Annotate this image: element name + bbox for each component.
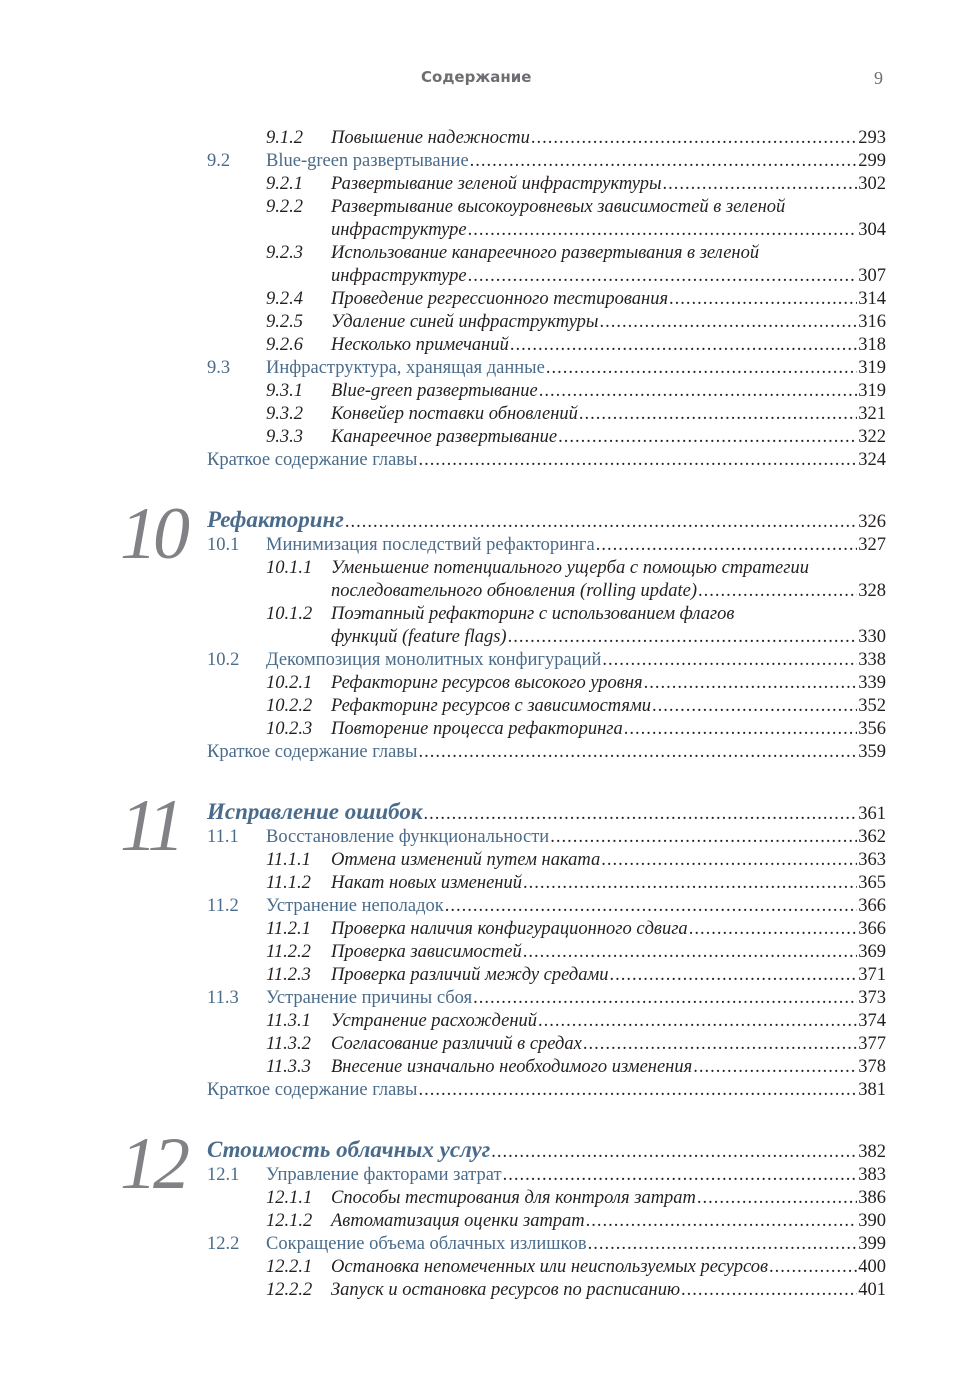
entry-title: Проверка наличия конфигурационного сдвига [331,919,688,939]
toc-section-entry[interactable] [207,895,886,918]
entry-number: 9.3 [207,358,231,378]
entry-title: Канареечное развертывание [331,427,558,447]
entry-title: последовательного обновления (rolling update) [331,581,698,601]
toc-subsection-entry[interactable] [207,872,886,895]
entry-number: 10.2.1 [266,673,313,693]
entry-page-number: 381 [858,1080,886,1100]
toc-chapter-block [207,127,886,472]
dot-leader [602,649,857,672]
entry-number: 9.2.6 [266,335,303,355]
dot-leader [418,741,857,764]
entry-title: инфраструктуре [331,220,467,240]
entry-title: Проверка зависимостей [331,942,522,962]
entry-title: Краткое содержание главы [207,742,418,762]
toc-subsection-entry[interactable] [207,1210,886,1233]
dot-leader [669,288,857,311]
dot-leader [418,449,857,472]
entry-number: 11.2.2 [266,942,311,962]
chapter-heading[interactable] [207,1135,886,1164]
entry-title: Рефакторинг [207,507,344,532]
dot-leader [539,380,857,403]
dot-leader [644,672,858,695]
entry-page-number: 330 [858,627,886,647]
entry-title: Накат новых изменений [331,873,522,893]
entry-number: 9.1.2 [266,128,303,148]
dot-leader [538,1010,857,1033]
dot-leader [445,895,858,918]
chapter-number: 11 [120,785,181,867]
entry-title: инфраструктуре [331,266,467,286]
entry-page-number: 302 [858,174,886,194]
toc-subsection-entry[interactable] [207,941,886,964]
toc-subsection-entry[interactable] [207,603,886,626]
entry-page-number: 322 [858,427,886,447]
entry-number: 9.2.4 [266,289,303,309]
dot-leader [624,718,857,741]
toc-subsection-entry[interactable] [207,1056,886,1079]
entry-title: Проведение регрессионного тестирования [331,289,669,309]
entry-title: Краткое содержание главы [207,450,418,470]
entry-page-number: 400 [858,1257,886,1277]
dot-leader [689,918,858,941]
toc-section-entry[interactable] [207,826,886,849]
entry-page-number: 383 [858,1165,886,1185]
entry-number: 12.1.1 [266,1188,313,1208]
entry-number: 11.3.1 [266,1011,311,1031]
toc-subsection-entry[interactable] [207,426,886,449]
entry-page-number: 386 [858,1188,886,1208]
entry-title: Blue-green развертывание [331,381,538,401]
dot-leader [579,403,857,426]
dot-leader [531,127,857,150]
entry-title: Внесение изначально необходимого изменения [331,1057,693,1077]
entry-page-number: 377 [858,1034,886,1054]
entry-page-number: 328 [858,581,886,601]
toc-chapter-block [120,493,886,764]
entry-title: Уменьшение потенциального ущерба с помощью стратегии [331,558,809,578]
dot-leader [470,150,858,173]
toc-subsection-entry[interactable] [207,1256,886,1279]
toc-subsection-entry[interactable] [207,964,886,987]
toc-subsection-entry[interactable] [207,196,886,219]
entry-title: Несколько примечаний [331,335,509,355]
entry-page-number: 299 [858,151,886,171]
toc-subsection-entry[interactable] [207,311,886,334]
chapter-heading[interactable] [207,505,886,534]
dot-leader [610,964,858,987]
dot-leader [681,1279,857,1302]
dot-leader [588,1233,858,1256]
dot-leader [596,534,858,557]
entry-page-number: 338 [858,650,886,670]
entry-number: 10.1.1 [266,558,313,578]
entry-number: 11.1 [207,827,239,847]
dot-leader [508,626,858,649]
dot-leader [601,849,857,872]
entry-title: Минимизация последствий рефакторинга [266,535,595,555]
entry-title: Краткое содержание главы [207,1080,418,1100]
entry-number: 10.1 [207,535,240,555]
entry-number: 9.2.3 [266,243,303,263]
entry-number: 9.2.5 [266,312,303,332]
entry-number: 11.3 [207,988,239,1008]
entry-title: Развертывание зеленой инфраструктуры [331,174,662,194]
toc-entry-continuation[interactable] [207,626,886,649]
dot-leader [550,826,857,849]
toc-subsection-entry[interactable] [207,1010,886,1033]
running-header-page-number: 9 [874,68,883,88]
entry-page-number: 382 [858,1142,886,1162]
entry-title: Устранение неполадок [266,896,444,916]
toc-subsection-entry[interactable] [207,672,886,695]
dot-leader [345,508,857,537]
entry-number: 10.2.2 [266,696,313,716]
entry-page-number: 366 [858,896,886,916]
dot-leader [663,173,858,196]
toc-subsection-entry[interactable] [207,1279,886,1302]
dot-leader [693,1056,857,1079]
entry-number: 11.1.2 [266,873,311,893]
entry-title: Инфраструктура, хранящая данные [266,358,545,378]
entry-page-number: 319 [858,381,886,401]
entry-page-number: 318 [858,335,886,355]
entry-number: 11.1.1 [266,850,311,870]
entry-number: 9.3.3 [266,427,303,447]
entry-title: Устранение расхождений [331,1011,537,1031]
toc-chapter-block [120,1123,886,1302]
entry-title: Согласование различий в средах [331,1034,582,1054]
entry-title: Blue-green развертывание [266,151,469,171]
toc-summary-entry[interactable] [207,741,886,764]
dot-leader [418,1079,857,1102]
table-of-contents [120,127,886,1302]
dot-leader [698,580,857,603]
entry-title: Повышение надежности [331,128,530,148]
running-header-title: Содержание [421,68,532,86]
entry-page-number: 365 [858,873,886,893]
entry-page-number: 401 [858,1280,886,1300]
entry-title: Конвейер поставки обновлений [331,404,578,424]
entry-number: 9.2 [207,151,231,171]
chapter-number: 10 [120,493,186,575]
entry-title: Остановка непомеченных или неиспользуемых ресурсов [331,1257,768,1277]
entry-page-number: 356 [858,719,886,739]
entry-page-number: 324 [858,450,886,470]
dot-leader [491,1138,857,1167]
entry-title: Повторение процесса рефакторинга [331,719,623,739]
entry-number: 9.3.2 [266,404,303,424]
entry-page-number: 316 [858,312,886,332]
dot-leader [599,311,857,334]
entry-number: 9.2.1 [266,174,303,194]
entry-title: Декомпозиция монолитных конфигураций [266,650,602,670]
entry-title: Поэтапный рефакторинг с использованием флагов [331,604,735,624]
entry-number: 11.2 [207,896,239,916]
entry-page-number: 319 [858,358,886,378]
dot-leader [546,357,857,380]
entry-page-number: 369 [858,942,886,962]
entry-title: Рефакторинг ресурсов с зависимостями [331,696,652,716]
entry-number: 12.2.1 [266,1257,313,1277]
toc-subsection-entry[interactable] [207,127,886,150]
entry-page-number: 327 [858,535,886,555]
entry-title: Удаление синей инфраструктуры [331,312,599,332]
toc-subsection-entry[interactable] [207,380,886,403]
entry-page-number: 352 [858,696,886,716]
toc-entry-continuation[interactable] [207,265,886,288]
toc-subsection-entry[interactable] [207,918,886,941]
entry-number: 9.2.2 [266,197,303,217]
dot-leader [468,265,858,288]
chapter-heading[interactable] [207,797,886,826]
toc-subsection-entry[interactable] [207,718,886,741]
toc-subsection-entry[interactable] [207,334,886,357]
entry-page-number: 373 [858,988,886,1008]
entry-title: Управление факторами затрат [266,1165,502,1185]
dot-leader [697,1187,857,1210]
dot-leader [558,426,857,449]
toc-subsection-entry[interactable] [207,242,886,265]
toc-section-entry[interactable] [207,357,886,380]
dot-leader [523,941,858,964]
entry-title: Проверка различий между средами [331,965,609,985]
entry-page-number: 362 [858,827,886,847]
dot-leader [523,872,857,895]
dot-leader [468,219,858,242]
toc-subsection-entry[interactable] [207,288,886,311]
dot-leader [652,695,857,718]
toc-subsection-entry[interactable] [207,1033,886,1056]
entry-title: Сокращение объема облачных излишков [266,1234,587,1254]
entry-number: 12.1.2 [266,1211,313,1231]
entry-page-number: 321 [858,404,886,424]
entry-number: 10.2.3 [266,719,313,739]
entry-title: Автоматизация оценки затрат [331,1211,585,1231]
entry-title: функций (feature flags) [331,627,507,647]
entry-title: Восстановление функциональности [266,827,550,847]
toc-entry-continuation[interactable] [207,580,886,603]
toc-section-entry[interactable] [207,1164,886,1187]
entry-page-number: 366 [858,919,886,939]
entry-number: 12.2 [207,1234,240,1254]
entry-number: 9.3.1 [266,381,303,401]
toc-subsection-entry[interactable] [207,173,886,196]
toc-subsection-entry[interactable] [207,403,886,426]
entry-page-number: 361 [858,804,886,824]
entry-title: Исправление ошибок [207,799,423,824]
entry-title: Рефакторинг ресурсов высокого уровня [331,673,643,693]
toc-subsection-entry[interactable] [207,557,886,580]
toc-summary-entry[interactable] [207,449,886,472]
entry-page-number: 374 [858,1011,886,1031]
dot-leader [586,1210,858,1233]
toc-section-entry[interactable] [207,534,886,557]
entry-number: 10.1.2 [266,604,313,624]
entry-page-number: 399 [858,1234,886,1254]
toc-subsection-entry[interactable] [207,849,886,872]
dot-leader [423,800,857,829]
entry-number: 12.1 [207,1165,240,1185]
entry-title: Стоимость облачных услуг [207,1137,491,1162]
entry-page-number: 293 [858,128,886,148]
entry-title: Отмена изменений путем наката [331,850,601,870]
entry-page-number: 304 [858,220,886,240]
entry-number: 11.2.1 [266,919,311,939]
toc-subsection-entry[interactable] [207,695,886,718]
entry-page-number: 326 [858,512,886,532]
dot-leader [583,1033,857,1056]
entry-page-number: 339 [858,673,886,693]
entry-page-number: 390 [858,1211,886,1231]
dot-leader [473,987,857,1010]
entry-page-number: 307 [858,266,886,286]
entry-page-number: 378 [858,1057,886,1077]
entry-number: 11.3.3 [266,1057,311,1077]
entry-page-number: 314 [858,289,886,309]
toc-summary-entry[interactable] [207,1079,886,1102]
toc-section-entry[interactable] [207,987,886,1010]
toc-chapter-block [120,785,886,1102]
entry-number: 11.2.3 [266,965,311,985]
entry-number: 11.3.2 [266,1034,311,1054]
entry-title: Развертывание высокоуровневых зависимостей в зеленой [331,197,786,217]
entry-title: Использование канареечного развертывания в зеленой [331,243,760,263]
toc-section-entry[interactable] [207,1233,886,1256]
toc-section-entry[interactable] [207,150,886,173]
toc-section-entry[interactable] [207,649,886,672]
chapter-number: 12 [120,1123,186,1205]
entry-page-number: 363 [858,850,886,870]
entry-title: Устранение причины сбоя [266,988,473,1008]
entry-page-number: 359 [858,742,886,762]
entry-number: 12.2.2 [266,1280,313,1300]
dot-leader [769,1256,857,1279]
dot-leader [503,1164,858,1187]
toc-subsection-entry[interactable] [207,1187,886,1210]
entry-title: Запуск и остановка ресурсов по расписанию [331,1280,681,1300]
entry-page-number: 371 [858,965,886,985]
entry-number: 10.2 [207,650,240,670]
entry-title: Способы тестирования для контроля затрат [331,1188,696,1208]
toc-entry-continuation[interactable] [207,219,886,242]
dot-leader [510,334,857,357]
